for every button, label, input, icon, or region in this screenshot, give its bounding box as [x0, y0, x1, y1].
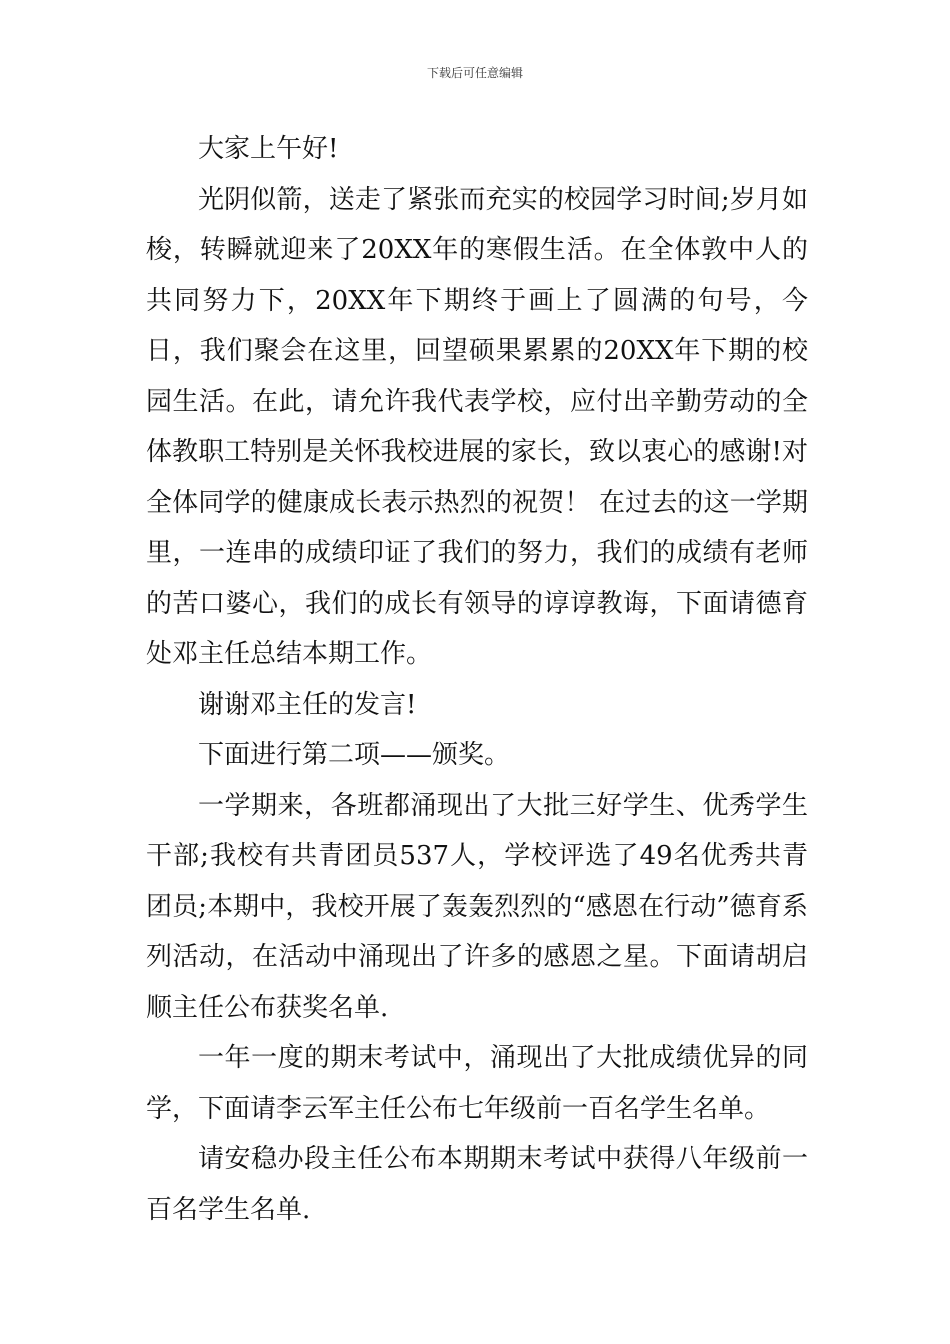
header-note: 下载后可任意编辑	[426, 66, 523, 80]
paragraph-exam-grade8: 请安稳办段主任公布本期期末考试中获得八年级前一百名学生名单.	[146, 1144, 808, 1225]
document-body	[146, 124, 808, 1235]
paragraph-awards: 一学期来，各班都涌现出了大批三好学生、优秀学生干部;我校有共青团员537人，学校评选了49名优秀共青团员;本期中，我校开展了轰轰烈烈的“感恩在行动”德育系列活动，在活动中涌现出了许多的感恩之星。下面请胡启顺主任公布获奖名单.	[146, 790, 808, 1023]
paragraph-award-intro: 下面进行第二项——颁奖。	[198, 740, 511, 770]
paragraph-opening: 光阴似箭，送走了紧张而充实的校园学习时间;岁月如梭，转瞬就迎来了20XX年的寒假生活。在全体敦中人的共同努力下，20XX年下期终于画上了圆满的句号，今日，我们聚会在这里，回望硕果累累的20XX年下期的校园生活。在此，请允许我代表学校，应付出辛勤劳动的全体教职工特别是关怀我校进展的家长，致以衷心的感谢!对全体同学的健康成长表示热烈的祝贺！ 在过去的这一学期里，一连串的成绩印证了我们的努力，我们的成绩有老师的苦口婆心，我们的成长有领导的谆谆教诲，下面请德育处邓主任总结本期工作。	[146, 184, 808, 669]
paragraph-exam-grade7: 一年一度的期末考试中，涌现出了大批成绩优异的同学，下面请李云军主任公布七年级前一百名学生名单。	[146, 1043, 808, 1124]
paragraph-greeting: 大家上午好!	[198, 134, 339, 164]
paragraph-thanks: 谢谢邓主任的发言!	[198, 689, 417, 720]
